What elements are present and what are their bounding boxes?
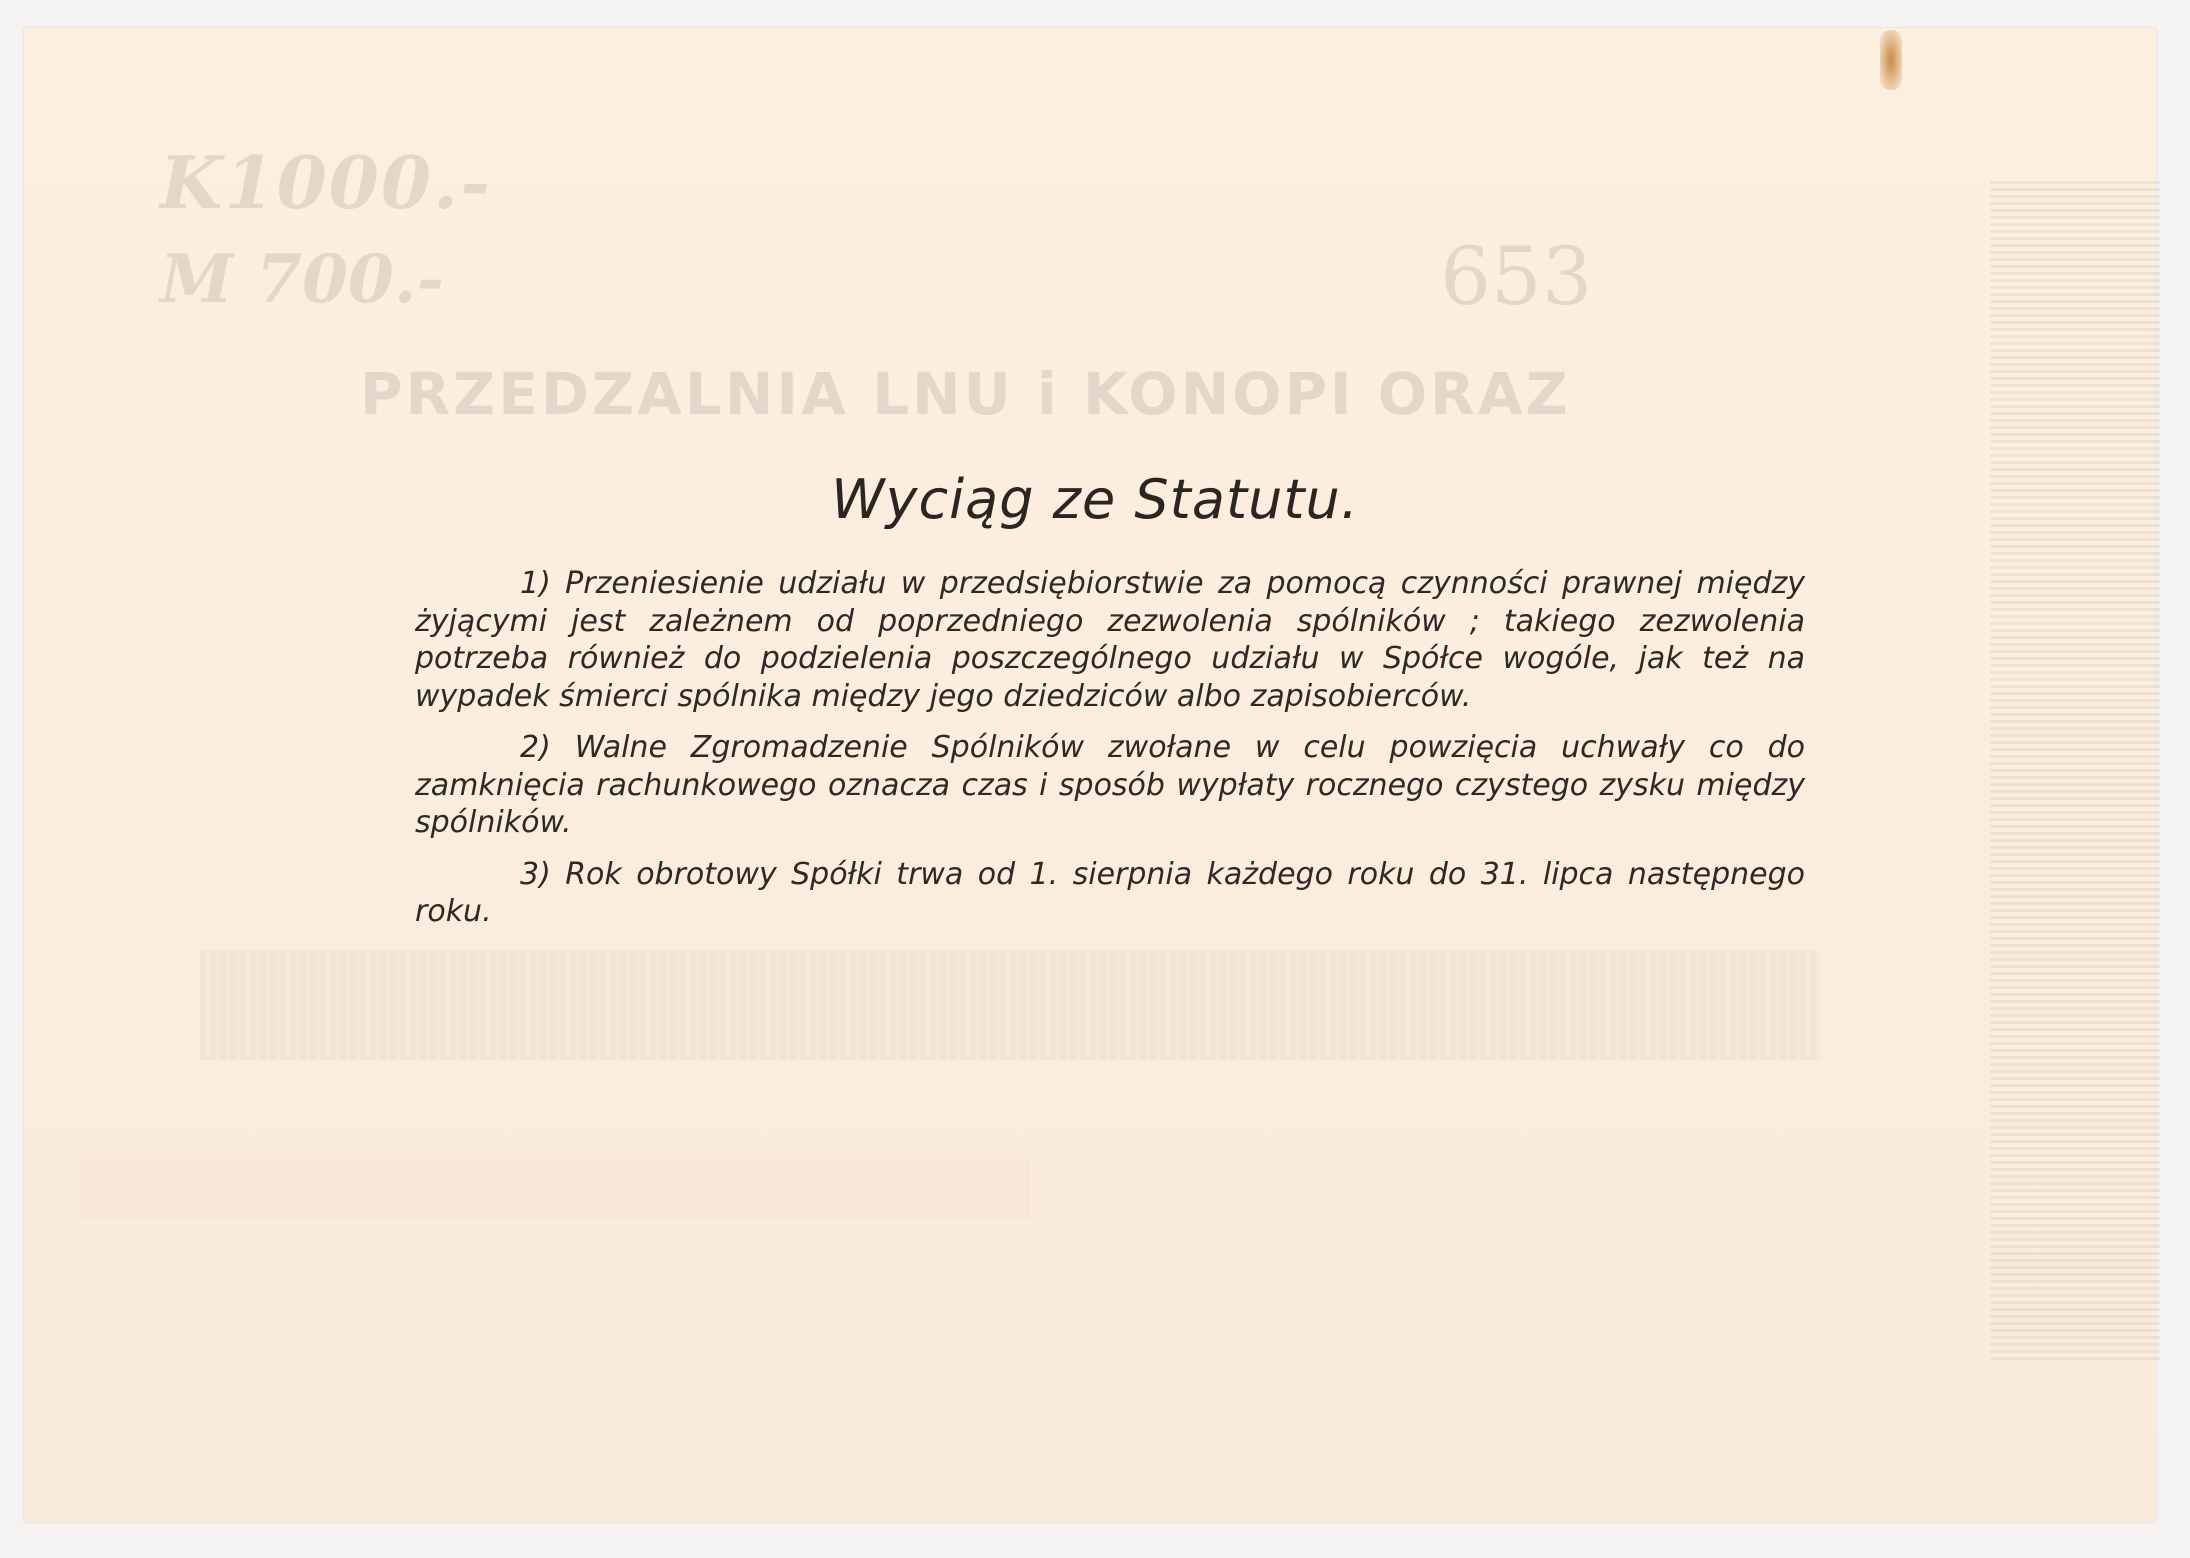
statute-paragraph-2: 2) Walne Zgromadzenie Spólników zwołane w celu powzięcia uchwały co do zamknięcia rachunkowego oznacza czas i sposób wypłaty rocznego czystego zysku między spólników. (415, 730, 1805, 840)
show-through-stamp (80, 1160, 1030, 1220)
show-through-border (1990, 180, 2160, 1360)
show-through-nominal-2: M 700.- (160, 240, 445, 318)
show-through-number: 653 (1440, 230, 1593, 323)
paper-stain (1880, 30, 1902, 90)
show-through-nominal: K1000.- (160, 140, 492, 225)
show-through-script-band (200, 950, 1820, 1060)
document-title: Wyciąg ze Statutu. (831, 468, 1359, 531)
statute-paragraph-3: 3) Rok obrotowy Spółki trwa od 1. sierpnia każdego roku do 31. lipca następnego roku. (415, 856, 1805, 929)
statute-text (415, 565, 1805, 945)
statute-paragraph-1: 1) Przeniesienie udziału w przedsiębiorstwie za pomocą czynności prawnej między żyjącymi jest zależnem od poprzedniego zezwolenia spólników ; takiego zezwolenia potrzeba również do podzielenia poszczególnego udziału w Spółce wogóle, jak też na wypadek śmierci spólnika między jego dziedziców albo zapisobierców. (415, 566, 1805, 714)
show-through-company: PRZEDZALNIA LNU i KONOPI ORAZ (360, 360, 1571, 428)
